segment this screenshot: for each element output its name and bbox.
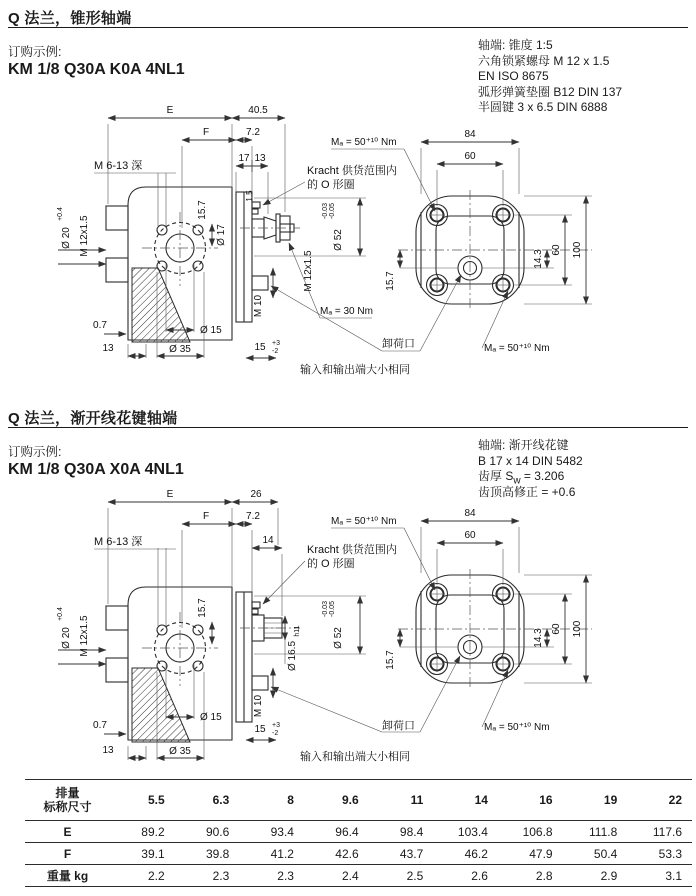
dim-label-dia15: Ø 15 [200, 712, 222, 723]
cell: 43.7 [399, 846, 424, 861]
section1-order-code: KM 1/8 Q30A K0A 4NL1 [8, 61, 185, 78]
dim-label-dia20-tol: +0.4 [57, 207, 64, 221]
dim-label-f: F [202, 127, 210, 138]
bolt-hole [427, 584, 448, 605]
size-header: 16 [539, 793, 553, 807]
dim-label-1-5: 1.5 [245, 190, 254, 202]
dim-label-f: F [202, 511, 210, 522]
cell: 2.8 [535, 868, 553, 883]
cell: 2.9 [600, 868, 618, 883]
cell: 89.2 [141, 824, 165, 839]
bolt-hole [493, 275, 514, 296]
cell: 106.8 [522, 824, 553, 839]
dim-label-100: 100 [572, 620, 583, 638]
section2-rule [8, 427, 688, 428]
dim-label-13b: 13 [102, 343, 114, 354]
dim-label-e: E [166, 489, 174, 500]
dim-label-15-7-rear: 15.7 [385, 650, 396, 670]
dim-label-15: 15 [254, 342, 266, 353]
dim-label-dia15: Ø 15 [200, 325, 222, 336]
cell: 111.8 [589, 824, 618, 839]
cell: 53.3 [658, 846, 682, 861]
bolt-hole [493, 654, 514, 675]
dim-label-dia17: Ø 17 [216, 224, 227, 246]
dim-label-17: 17 [238, 153, 250, 164]
dim-label-84: 84 [464, 129, 476, 140]
dim-label-dia16-5: Ø 16.5 [287, 640, 298, 672]
dim-label-dia52: Ø 52 [333, 229, 344, 251]
section1-rule [8, 27, 688, 28]
cell: 50.4 [593, 846, 618, 861]
spec-line: 六角锁紧螺母 M 12 x 1.5 [478, 53, 610, 68]
table-row-f [25, 843, 692, 865]
dim-label-m12-shaft: M 12x1.5 [303, 250, 314, 292]
size-header: 5.5 [147, 793, 165, 807]
dim-label-dia52: Ø 52 [333, 627, 344, 649]
dia52-tol-upper: -0.03 [322, 203, 329, 219]
dim-label-14-3: 14.3 [533, 249, 544, 269]
dim-label-60v: 60 [551, 623, 562, 635]
section1-order-label: 订购示例: [8, 45, 62, 59]
cell: 2.6 [471, 868, 488, 883]
oring-note-line1: Kracht 供货范围内 [307, 544, 397, 556]
dim-label-dia20-tol: +0.4 [57, 607, 64, 621]
bolt-hole [493, 205, 514, 226]
dim-label-h11-fit: h11 [294, 625, 301, 637]
cell: 47.9 [529, 846, 553, 861]
dim-label-15: 15 [254, 724, 266, 735]
dim-label-26: 26 [250, 489, 262, 500]
dim-label-13: 13 [254, 153, 266, 164]
size-header: 22 [668, 793, 682, 807]
cell: 41.2 [270, 846, 294, 861]
dim-label-7-2: 7.2 [246, 127, 260, 138]
dia52-tol-lower: -0.05 [329, 203, 336, 219]
dim-label-15-7: 15.7 [197, 200, 208, 220]
torque-label-top: Mₐ = 50⁺¹⁰ Nm [331, 516, 397, 527]
dim-label-14-3: 14.3 [533, 628, 544, 648]
size-header: 11 [410, 793, 424, 807]
table-row-weight [25, 865, 692, 887]
cell: 39.8 [205, 846, 230, 861]
spec-line: 弧形弹簧垫圈 B12 DIN 137 [478, 84, 623, 99]
cell: 3.1 [665, 868, 682, 883]
dim-label-0-7: 0.7 [93, 720, 107, 731]
dim-15-tol-upper: +3 [272, 722, 280, 729]
header-line2: 标称尺寸 [43, 800, 92, 814]
section2-order-code: KM 1/8 Q30A X0A 4NL1 [8, 461, 184, 478]
size-header: 14 [474, 793, 488, 807]
dim-label-100: 100 [572, 241, 583, 259]
spec-line-tooth [478, 469, 583, 485]
dim-label-15-7-rear: 15.7 [385, 271, 396, 291]
row-label: F [63, 846, 72, 861]
dia52-tol-upper: -0.03 [322, 601, 329, 617]
cell: 2.5 [406, 868, 424, 883]
tooth-prefix: 齿厚 S [478, 469, 514, 484]
tooth-sub: w [513, 475, 521, 487]
table-row-e [25, 821, 692, 843]
cell: 46.2 [464, 846, 488, 861]
cell: 93.4 [270, 824, 294, 839]
cell: 117.6 [652, 824, 682, 839]
table-header-row [25, 780, 692, 821]
oring-note-line2: 的 O 形圈 [307, 558, 355, 570]
dim-label-15-7: 15.7 [197, 598, 208, 618]
cell: 2.3 [212, 868, 230, 883]
cell: 2.3 [277, 868, 294, 883]
dimension-table [25, 779, 692, 887]
section1-title: Q 法兰，锥形轴端 [8, 10, 132, 27]
dia52-tol-lower: -0.05 [329, 601, 336, 617]
spec-line: 轴端: 渐开线花键 [478, 438, 569, 452]
dim-label-60v: 60 [551, 244, 562, 256]
row-label: E [63, 824, 72, 839]
dim-15-tol-upper: +3 [272, 340, 280, 347]
dim-label-14: 14 [262, 535, 274, 546]
rear-view-geometry [398, 569, 592, 689]
bolt-hole [427, 205, 448, 226]
rear-view-geometry [398, 190, 592, 310]
spec-line: 轴端: 锥度 1:5 [478, 38, 553, 52]
drawing-tapered-shaft-end [0, 95, 696, 395]
dim-label-dia20: Ø 20 [61, 227, 72, 249]
cell: 96.4 [335, 824, 359, 839]
dim-label-7-2: 7.2 [246, 511, 260, 522]
relief-port-label: 卸荷口 [382, 720, 415, 732]
cell: 103.4 [457, 824, 488, 839]
cell: 2.4 [341, 868, 359, 883]
cell: 90.6 [205, 824, 230, 839]
dim-label-m6-13: M 6-13 深 [94, 160, 143, 172]
dim-label-m10: M 10 [253, 694, 264, 718]
ports-equal-note: 输入和输出端大小相同 [300, 364, 410, 376]
torque-label-30nm: Mₐ = 30 Nm [320, 306, 373, 317]
spec-line: 齿顶高修正 = +0.6 [478, 484, 576, 499]
torque-label-bottom: Mₐ = 50⁺¹⁰ Nm [484, 722, 550, 733]
dim-label-m10: M 10 [253, 294, 264, 318]
tooth-value: = 3.206 [520, 469, 565, 484]
size-header: 8 [287, 793, 294, 807]
header-line1: 排量 [55, 786, 80, 800]
dim-label-60: 60 [464, 151, 476, 162]
torque-label-bottom: Mₐ = 50⁺¹⁰ Nm [484, 343, 550, 354]
bolt-hole [427, 275, 448, 296]
cell: 39.1 [141, 846, 165, 861]
section2-title: Q 法兰，渐开线花键轴端 [8, 410, 178, 427]
size-header: 19 [603, 793, 618, 807]
torque-label-top: Mₐ = 50⁺¹⁰ Nm [331, 137, 397, 148]
dim-label-40-5: 40.5 [248, 105, 268, 116]
bolt-hole [493, 584, 514, 605]
cell: 2.2 [147, 868, 165, 883]
dim-label-dia20: Ø 20 [61, 627, 72, 649]
dim-15-tol-lower: -2 [272, 348, 279, 355]
size-header: 6.3 [212, 793, 230, 807]
cell: 98.4 [399, 824, 424, 839]
section2-spec-block [478, 438, 583, 500]
row-label: 重量 kg [46, 869, 89, 883]
cell: 42.6 [335, 846, 359, 861]
dim-label-84: 84 [464, 508, 476, 519]
dim-label-m12-port: M 12x1.5 [79, 615, 90, 657]
dim-label-dia35: Ø 35 [169, 746, 191, 757]
spec-line: 半圆键 3 x 6.5 DIN 6888 [478, 100, 608, 115]
dim-label-m6-13: M 6-13 深 [94, 536, 143, 548]
dim-15-tol-lower: -2 [272, 730, 279, 737]
dim-label-e: E [166, 105, 174, 116]
size-header: 9.6 [341, 793, 359, 807]
oring-note-line2: 的 O 形圈 [307, 179, 355, 191]
dim-label-60: 60 [464, 530, 476, 541]
oring-note-line1: Kracht 供货范围内 [307, 165, 397, 177]
spec-line: EN ISO 8675 [478, 69, 549, 84]
bolt-hole [427, 654, 448, 675]
relief-port-label: 卸荷口 [382, 338, 415, 350]
spec-line: B 17 x 14 DIN 5482 [478, 453, 583, 468]
dim-label-dia35: Ø 35 [169, 344, 191, 355]
dim-label-0-7: 0.7 [93, 320, 107, 331]
dim-label-m12-port: M 12x1.5 [79, 215, 90, 257]
section2-order-label: 订购示例: [8, 445, 62, 459]
ports-equal-note: 输入和输出端大小相同 [300, 751, 410, 763]
header-displacement [25, 780, 110, 821]
dim-label-13b: 13 [102, 745, 114, 756]
